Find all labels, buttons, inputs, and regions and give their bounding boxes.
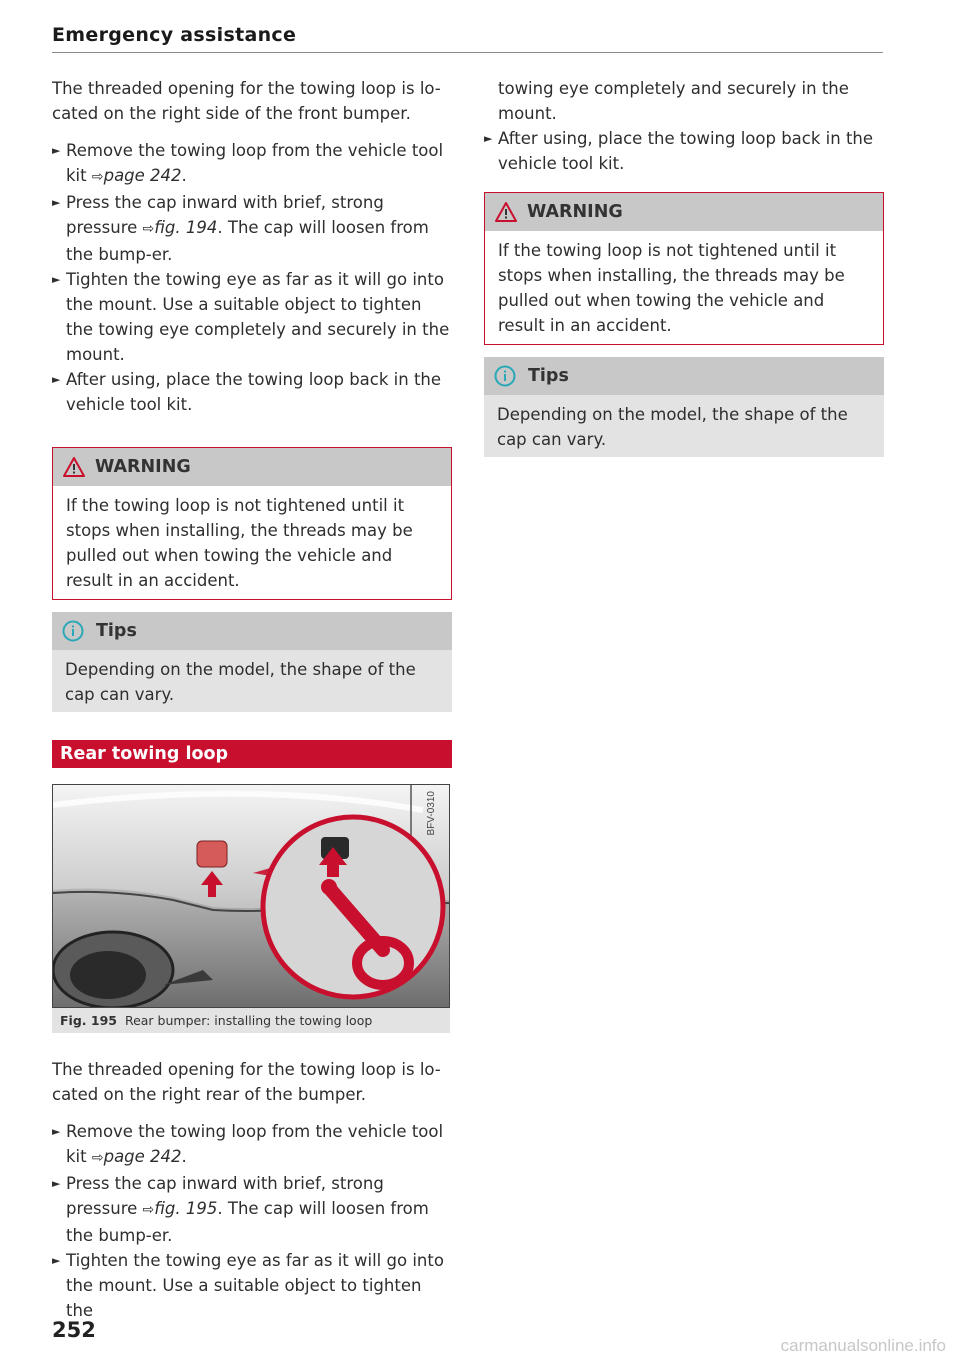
page-number: 252 <box>52 1318 96 1342</box>
right-column <box>484 76 884 457</box>
step-text: Press the cap inward with brief, strong pressure <box>66 1174 384 1218</box>
page-header-title: Emergency assistance <box>52 24 297 46</box>
bullet-icon: ► <box>52 1177 61 1190</box>
step-text: After using, place the towing loop back in the vehicle tool kit. <box>66 370 442 414</box>
warning-text: If the towing loop is not tightened until it stops when installing, the threads may be pulled out when towing the vehicle and result in an accident. <box>66 496 413 590</box>
watermark: carmanualsonline.info <box>780 1336 946 1355</box>
reference-text: page 242 <box>103 1147 182 1166</box>
step-item <box>484 126 884 176</box>
tips-text: Depending on the model, the shape of the cap can vary. <box>497 405 848 449</box>
step-text-after: . <box>181 166 187 185</box>
warning-triangle-icon <box>63 457 85 477</box>
step-text-after: . <box>181 1147 187 1166</box>
step-item <box>52 1248 452 1323</box>
reference-text: fig. 195 <box>154 1199 218 1218</box>
cross-reference-link[interactable] <box>92 1147 182 1166</box>
warning-box <box>484 192 884 345</box>
left-column <box>52 76 452 1323</box>
arrow-right-icon: ⇨ <box>142 1202 155 1218</box>
step-text: Tighten the towing eye as far as it will go into the mount. Use a suitable object to tighten the <box>66 1251 444 1320</box>
intro-paragraph: The threaded opening for the towing loop is lo-cated on the right side of the front bumper. <box>52 79 441 123</box>
warning-text: If the towing loop is not tightened until it stops when installing, the threads may be pulled out when towing the vehicle and result in an accident. <box>498 241 845 335</box>
step-item <box>52 190 452 267</box>
bullet-icon: ► <box>484 132 493 145</box>
tips-box <box>52 612 452 712</box>
step-text-after: . The cap will loosen from the bump-er. <box>66 1199 429 1245</box>
figure-caption <box>52 1008 450 1033</box>
tips-title: Tips <box>96 620 137 641</box>
cross-reference-link[interactable] <box>143 1199 218 1218</box>
warning-header <box>485 193 883 231</box>
tips-header <box>484 357 884 395</box>
step-text: Press the cap inward with brief, strong pressure <box>66 193 384 237</box>
bullet-icon: ► <box>52 196 61 209</box>
step-list <box>52 138 452 417</box>
warning-header <box>53 448 451 486</box>
warning-title: WARNING <box>95 456 191 477</box>
step-text: Remove the towing loop from the vehicle tool kit <box>66 141 444 185</box>
step-item <box>52 1119 452 1171</box>
step-text: After using, place the towing loop back in the vehicle tool kit. <box>498 129 874 173</box>
step-text: Tighten the towing eye as far as it will go into the mount. Use a suitable object to tighten the towing eye completely and securely in the mount. <box>66 270 450 364</box>
info-icon <box>494 365 516 387</box>
reference-text: page 242 <box>103 166 182 185</box>
step-item <box>52 367 452 417</box>
reference-text: fig. 194 <box>154 218 218 237</box>
tips-title: Tips <box>528 365 569 386</box>
bullet-icon: ► <box>52 144 61 157</box>
arrow-right-icon: ⇨ <box>91 1150 104 1166</box>
bullet-icon: ► <box>52 273 61 286</box>
tips-header <box>52 612 452 650</box>
step-item <box>52 267 452 367</box>
step-text: Remove the towing loop from the vehicle tool kit <box>66 1122 444 1166</box>
tips-text: Depending on the model, the shape of the cap can vary. <box>65 660 416 704</box>
continued-text: towing eye completely and securely in the mount. <box>498 79 849 123</box>
figure-code: BFV-0310 <box>426 791 437 836</box>
info-icon <box>62 620 84 642</box>
tips-box <box>484 357 884 457</box>
bullet-icon: ► <box>52 373 61 386</box>
figure-label: Fig. 195 <box>60 1013 117 1028</box>
intro-paragraph-rear: The threaded opening for the towing loop is lo-cated on the right rear of the bumper. <box>52 1060 441 1104</box>
warning-box <box>52 447 452 600</box>
arrow-right-icon: ⇨ <box>142 221 155 237</box>
figure <box>52 784 450 1033</box>
figure-caption-text: Rear bumper: installing the towing loop <box>124 1013 373 1028</box>
warning-title: WARNING <box>527 201 623 222</box>
warning-triangle-icon <box>495 202 517 222</box>
step-item <box>52 1171 452 1248</box>
step-list-rear <box>52 1119 452 1323</box>
section-heading: Rear towing loop <box>52 740 452 768</box>
header-divider <box>52 52 883 53</box>
cross-reference-link[interactable] <box>143 218 218 237</box>
step-list-right <box>484 126 884 176</box>
rear-bumper-illustration <box>53 785 449 1007</box>
figure-image <box>52 784 450 1008</box>
arrow-right-icon: ⇨ <box>91 169 104 185</box>
bullet-icon: ► <box>52 1125 61 1138</box>
step-text-after: . The cap will loosen from the bump-er. <box>66 218 429 264</box>
step-item <box>52 138 452 190</box>
cross-reference-link[interactable] <box>92 166 182 185</box>
bullet-icon: ► <box>52 1254 61 1267</box>
